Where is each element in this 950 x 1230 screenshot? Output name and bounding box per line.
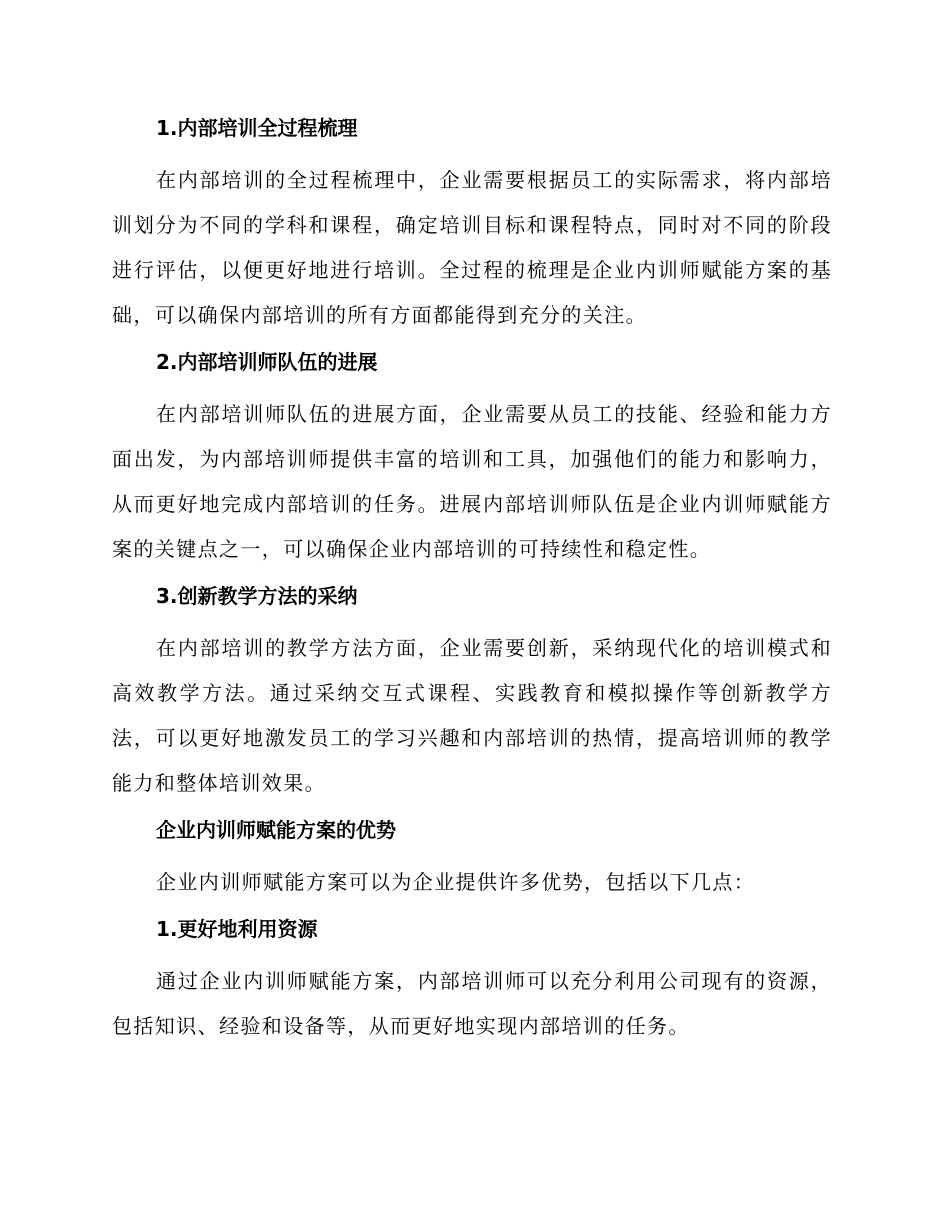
document-body [112, 112, 832, 1057]
advantages-intro: 企业内训师赋能方案可以为企业提供许多优势，包括以下几点： [156, 870, 756, 894]
advantage-heading-1: 1.更好地利用资源 [156, 917, 318, 941]
section-heading-1: 1.内部培训全过程梳理 [156, 116, 358, 140]
advantage-paragraph-1: 通过企业内训师赋能方案，内部培训师可以充分利用公司现有的资源，包括知识、经验和设备等，从而更好地实现内部培训的任务。 [112, 969, 832, 1038]
section-paragraph-3: 在内部培训的教学方法方面，企业需要创新，采纳现代化的培训模式和高效教学方法。通过采纳交互式课程、实践教育和模拟操作等创新教学方法，可以更好地激发员工的学习兴趣和内部培训的热情，提高培训师的教学能力和整体培训效果。 [112, 636, 832, 795]
section-heading-2: 2.内部培训师队伍的进展 [156, 350, 378, 374]
section-paragraph-1: 在内部培训的全过程梳理中，企业需要根据员工的实际需求，将内部培训划分为不同的学科和课程，确定培训目标和课程特点，同时对不同的阶段进行评估，以便更好地进行培训。全过程的梳理是企业内训师赋能方案的基础，可以确保内部培训的所有方面都能得到充分的关注。 [112, 168, 832, 327]
section-paragraph-2: 在内部培训师队伍的进展方面，企业需要从员工的技能、经验和能力方面出发，为内部培训师提供丰富的培训和工具，加强他们的能力和影响力，从而更好地完成内部培训的任务。进展内部培训师队伍是企业内训师赋能方案的关键点之一，可以确保企业内部培训的可持续性和稳定性。 [112, 402, 832, 561]
advantages-heading: 企业内训师赋能方案的优势 [156, 818, 396, 842]
section-heading-3: 3.创新教学方法的采纳 [156, 584, 358, 608]
